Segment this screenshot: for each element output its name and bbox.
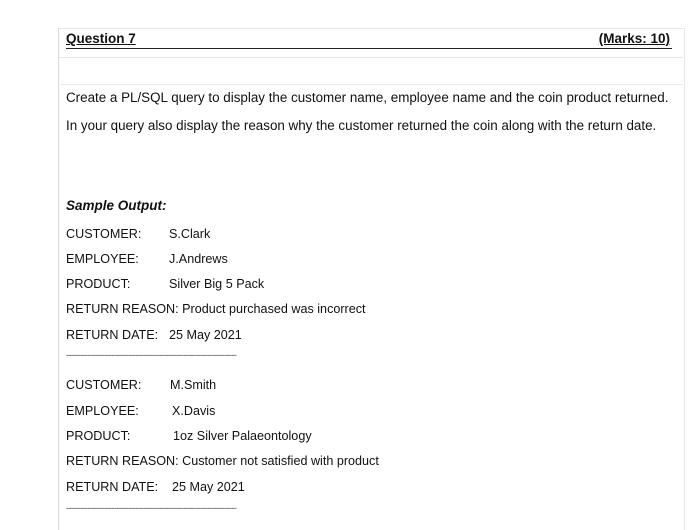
product-value: Silver Big 5 Pack — [169, 277, 265, 291]
record-1-reason — [66, 302, 366, 316]
record-1-date — [66, 328, 242, 342]
question-instructions: Create a PL/SQL query to display the customer name, employee name and the coin product returned. In your query also display the reason why the customer returned the coin along with the return date. — [66, 90, 669, 133]
customer-value: M.Smith — [170, 378, 217, 392]
reason-label: RETURN REASON: — [66, 302, 179, 316]
question-marks: (Marks: 10) — [598, 31, 670, 46]
reason-label: RETURN REASON: — [66, 454, 179, 468]
question-title: Question 7 — [66, 31, 136, 46]
record-2-product — [66, 429, 312, 443]
customer-label: CUSTOMER: — [66, 378, 142, 392]
record-1-product — [66, 277, 265, 291]
record-1-customer — [66, 227, 211, 241]
question-header — [66, 30, 672, 49]
reason-value: Product purchased was incorrect — [182, 302, 366, 316]
product-label: PRODUCT: — [66, 277, 131, 291]
record-2-employee — [66, 404, 216, 418]
date-label: RETURN DATE: — [66, 328, 159, 342]
product-label: PRODUCT: — [66, 429, 131, 443]
product-value: 1oz Silver Palaeontology — [173, 429, 312, 443]
customer-value: S.Clark — [169, 227, 211, 241]
record-2-customer — [66, 378, 217, 392]
record-2-date — [66, 480, 245, 494]
reason-value: Customer not satisfied with product — [182, 454, 379, 468]
employee-value: J.Andrews — [169, 252, 228, 266]
date-value: 25 May 2021 — [172, 480, 245, 494]
employee-label: EMPLOYEE: — [66, 404, 139, 418]
employee-value: X.Davis — [172, 404, 216, 418]
sample-output-heading: Sample Output: — [66, 198, 167, 213]
header-separator — [58, 57, 683, 58]
date-label: RETURN DATE: — [66, 480, 159, 494]
employee-label: EMPLOYEE: — [66, 252, 139, 266]
record-separator: ----------------------------------------------------------------------- — [66, 503, 237, 513]
record-2-reason — [66, 454, 379, 468]
date-value: 25 May 2021 — [169, 328, 242, 342]
record-separator: ----------------------------------------------------------------------- — [66, 350, 237, 360]
customer-label: CUSTOMER: — [66, 227, 142, 241]
record-1-employee — [66, 252, 228, 266]
